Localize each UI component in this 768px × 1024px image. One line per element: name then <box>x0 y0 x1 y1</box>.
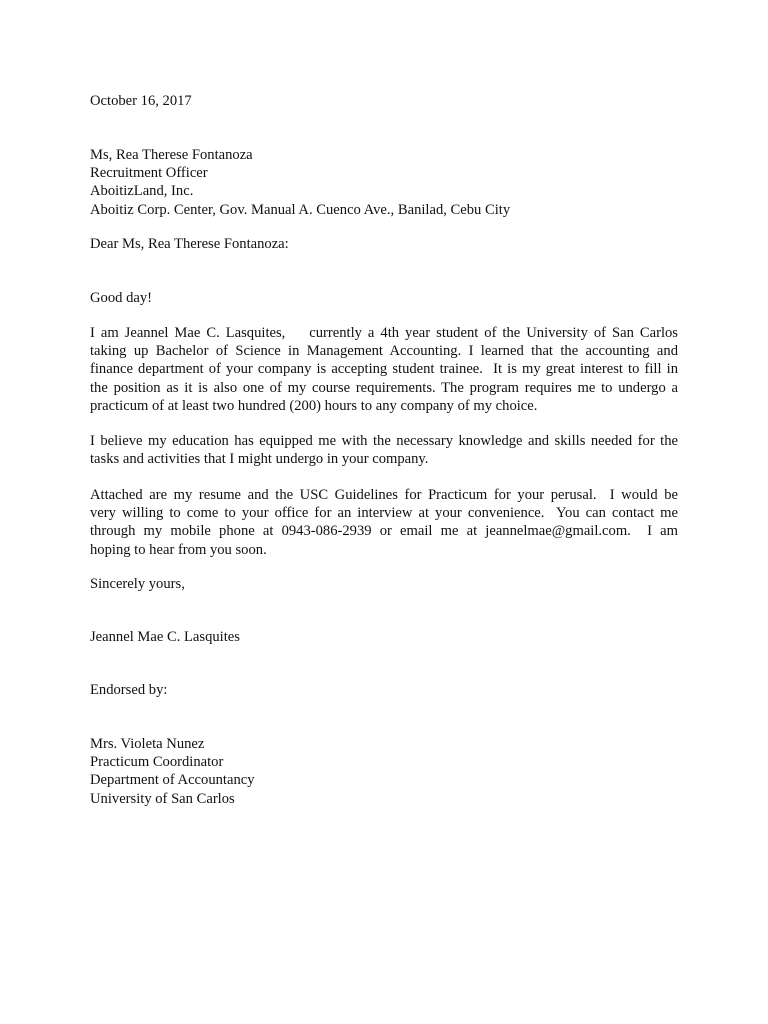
paragraph-line: finance department of your company is accepting student trainee. It is my great interest to fill in <box>90 361 678 378</box>
paragraph-line: very willing to come to your office for an interview at your convenience. You can contact me <box>90 505 678 522</box>
paragraph-line: through my mobile phone at 0943-086-2939 or email me at jeannelmae@gmail.com. I am <box>90 523 678 540</box>
closing: Sincerely yours, <box>90 576 185 592</box>
recipient-address: Aboitiz Corp. Center, Gov. Manual A. Cuenco Ave., Banilad, Cebu City <box>90 201 511 218</box>
paragraph-line: tasks and activities that I might undergo in your company. <box>90 451 429 468</box>
sender-block <box>90 628 678 646</box>
paragraph-line: practicum of at least two hundred (200) hours to any company of my choice. <box>90 397 538 414</box>
paragraph-line: hoping to hear from you soon. <box>90 541 267 558</box>
paragraph-line: Attached are my resume and the USC Guidelines for Practicum for your perusal. I would be <box>90 487 678 503</box>
paragraph-intro <box>90 324 678 415</box>
endorsed-label: Endorsed by: <box>90 682 168 698</box>
paragraph-line: I believe my education has equipped me with the necessary knowledge and skills needed for the <box>90 433 678 449</box>
endorsed-block <box>90 681 678 699</box>
endorser-department: Department of Accountancy <box>90 772 255 789</box>
endorser-title: Practicum Coordinator <box>90 754 224 771</box>
paragraph-line: taking up Bachelor of Science in Management Accounting. I learned that the accounting and <box>90 343 678 360</box>
endorser-name: Mrs. Violeta Nunez <box>90 736 205 752</box>
paragraph-line: the position as it is also one of my course requirements. The program requires me to undergo a <box>90 379 678 396</box>
letter-date-block <box>90 92 678 110</box>
salutation-block <box>90 235 678 253</box>
paragraph-education <box>90 432 678 468</box>
letter-date: October 16, 2017 <box>90 93 192 109</box>
endorser-block <box>90 735 678 808</box>
recipient-company: AboitizLand, Inc. <box>90 183 194 200</box>
salutation: Dear Ms, Rea Therese Fontanoza: <box>90 236 289 252</box>
recipient-title: Recruitment Officer <box>90 165 208 182</box>
greeting-block <box>90 289 678 307</box>
greeting: Good day! <box>90 290 153 306</box>
paragraph-line: I am Jeannel Mae C. Lasquites, currently a 4th year student of the University of San Carlos <box>90 325 678 341</box>
paragraph-attachments <box>90 486 678 559</box>
closing-block <box>90 575 678 593</box>
recipient-block <box>90 146 678 219</box>
sender-name: Jeannel Mae C. Lasquites <box>90 629 240 645</box>
endorser-institution: University of San Carlos <box>90 790 235 807</box>
recipient-name: Ms, Rea Therese Fontanoza <box>90 147 253 163</box>
